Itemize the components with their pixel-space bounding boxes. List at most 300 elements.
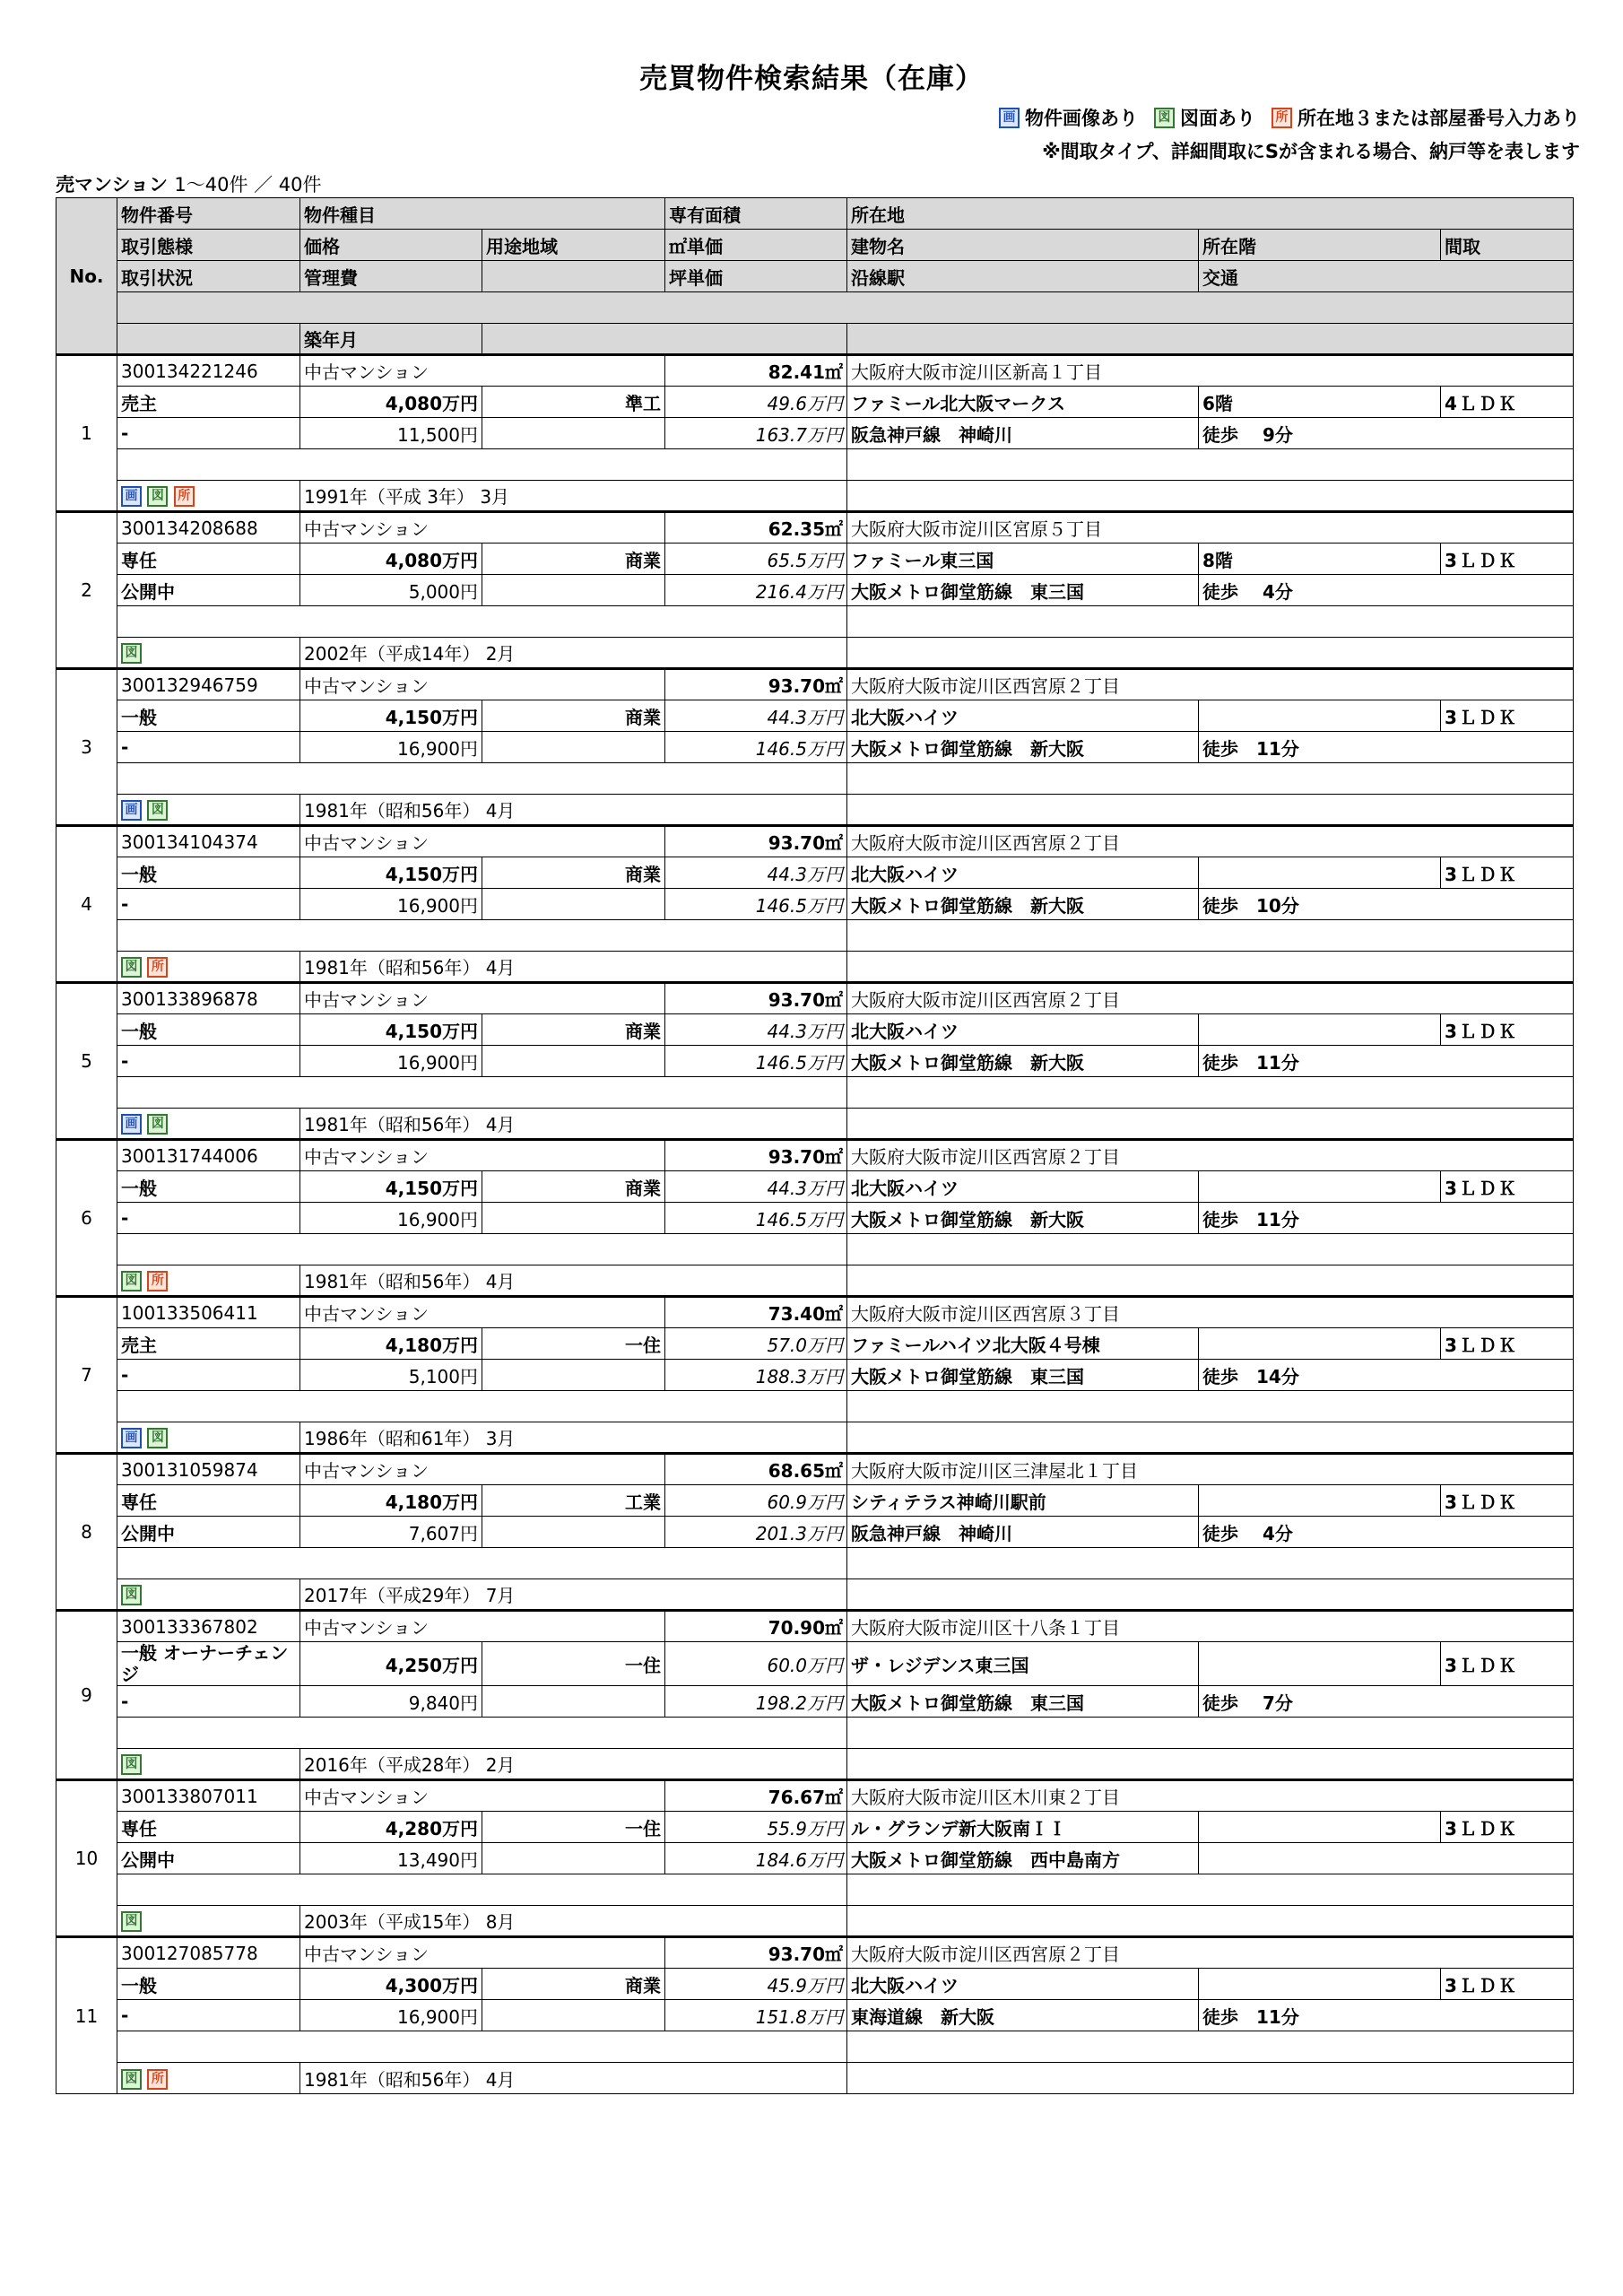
badge-cell [117,1749,300,1780]
price-per-sqm: 57.0万円 [665,1328,847,1360]
building-name: ファミール東三国 [847,544,1199,575]
badge-cell [117,2063,300,2094]
access: 徒歩 4分 [1199,575,1574,606]
blank-cell [847,763,1574,795]
room-layout: 3ＬＤＫ [1441,700,1574,732]
table-row [56,1937,1574,1969]
property-type: 中古マンション [300,355,665,387]
price: 4,080万円 [300,544,482,575]
price-per-sqm: 60.9万円 [665,1485,847,1517]
floorplan-icon[interactable]: 図 [147,1428,168,1448]
floor: 6階 [1199,387,1441,418]
table-row [56,1485,1574,1517]
transaction-mode: 専任 [117,1485,300,1517]
floor [1199,1171,1441,1203]
table-row [56,889,1574,920]
blank-cell [847,952,1574,983]
row-number: 5 [56,983,117,1140]
blank-cell [847,1718,1574,1749]
table-row [56,1360,1574,1391]
management-fee: 16,900円 [300,1046,482,1077]
listing-status: 公開中 [117,1517,300,1548]
built-date: 1981年（昭和56年） 4月 [300,952,847,983]
floor-area: 73.40㎡ [665,1297,847,1328]
address: 大阪府大阪市淀川区新高１丁目 [847,355,1574,387]
blank-cell [482,575,665,606]
floor-area: 93.70㎡ [665,983,847,1014]
station: 大阪メトロ御堂筋線 東三国 [847,575,1199,606]
access: 徒歩 11分 [1199,2000,1574,2031]
header-tsubo: 坪単価 [665,261,847,292]
table-row [56,1548,1574,1579]
floorplan-icon[interactable]: 図 [121,1271,142,1292]
station: 大阪メトロ御堂筋線 新大阪 [847,889,1199,920]
price-per-tsubo: 184.6万円 [665,1843,847,1874]
property-id[interactable]: 300133367802 [117,1611,300,1642]
table-row [56,1780,1574,1812]
zoning: 商業 [482,1969,665,2000]
table-row [56,2000,1574,2031]
table-row [56,1046,1574,1077]
building-name: 北大阪ハイツ [847,1171,1199,1203]
blank-cell [847,1749,1574,1780]
blank-cell [847,2031,1574,2063]
price: 4,080万円 [300,387,482,418]
transaction-mode: 一般 [117,1969,300,2000]
built-date: 1991年（平成 3年） 3月 [300,481,847,512]
transaction-mode: 一般 [117,700,300,732]
blank-cell [847,1422,1574,1454]
property-id[interactable]: 300133807011 [117,1780,300,1812]
zoning: 一住 [482,1642,665,1686]
property-type: 中古マンション [300,983,665,1014]
listing-status: - [117,1360,300,1391]
header-type: 物件種目 [300,198,665,230]
property-id[interactable]: 300131744006 [117,1140,300,1171]
property-id[interactable]: 300127085778 [117,1937,300,1969]
blank-cell [847,795,1574,826]
floorplan-icon[interactable]: 図 [121,2069,142,2090]
room-layout: 3ＬＤＫ [1441,1171,1574,1203]
access: 徒歩 11分 [1199,1046,1574,1077]
built-date: 2016年（平成28年） 2月 [300,1749,847,1780]
listing-status: - [117,1203,300,1234]
price-per-sqm: 60.0万円 [665,1642,847,1686]
blank-cell [847,638,1574,669]
blank-cell [482,1046,665,1077]
result-count [56,170,322,197]
badge-cell [117,1579,300,1611]
table-row [56,481,1574,512]
table-row [56,638,1574,669]
management-fee: 5,000円 [300,575,482,606]
header-mode: 取引態様 [117,230,300,261]
table-row [56,1906,1574,1937]
building-name: シティテラス神崎川駅前 [847,1485,1199,1517]
property-type: 中古マンション [300,1611,665,1642]
blank-cell [482,1203,665,1234]
table-row [56,857,1574,889]
table-row [56,1812,1574,1843]
property-type: 中古マンション [300,512,665,544]
transaction-mode: 一般 [117,857,300,889]
table-row [56,826,1574,857]
management-fee: 16,900円 [300,889,482,920]
header-blank [482,261,665,292]
blank-cell [847,920,1574,952]
blank-cell [482,2000,665,2031]
blank-cell [117,1874,847,1906]
header-blank [482,324,847,355]
header-building: 建物名 [847,230,1199,261]
row-number: 10 [56,1780,117,1937]
blank-cell [847,1234,1574,1265]
property-id[interactable]: 300131059874 [117,1454,300,1485]
layout-note: ※間取タイプ、詳細間取にSが含まれる場合、納戸等を表します [1042,141,1580,162]
floor-area: 93.70㎡ [665,669,847,700]
price-per-sqm: 45.9万円 [665,1969,847,2000]
transaction-mode: 専任 [117,544,300,575]
floorplan-icon[interactable]: 図 [121,957,142,978]
station: 大阪メトロ御堂筋線 新大阪 [847,732,1199,763]
image-icon[interactable]: 画 [121,1114,142,1135]
location-icon[interactable]: 所 [147,2069,168,2090]
price-per-sqm: 44.3万円 [665,700,847,732]
table-row [56,700,1574,732]
category-label: 売マンション [56,174,169,196]
price-per-sqm: 55.9万円 [665,1812,847,1843]
address: 大阪府大阪市淀川区十八条１丁目 [847,1611,1574,1642]
property-id[interactable]: 300134221246 [117,355,300,387]
price-per-sqm: 44.3万円 [665,1171,847,1203]
management-fee: 7,607円 [300,1517,482,1548]
price-per-sqm: 44.3万円 [665,1014,847,1046]
station: 大阪メトロ御堂筋線 東三国 [847,1360,1199,1391]
location-icon[interactable]: 所 [174,486,195,507]
badge-cell [117,952,300,983]
price-per-tsubo: 198.2万円 [665,1686,847,1718]
table-row [56,795,1574,826]
transaction-mode: 一般 [117,1014,300,1046]
table-body [56,355,1574,2094]
header-floor: 所在階 [1199,230,1441,261]
blank-cell [847,606,1574,638]
zoning: 商業 [482,857,665,889]
access: 徒歩 9分 [1199,418,1574,449]
table-row [56,1422,1574,1454]
header-access: 交通 [1199,261,1574,292]
floorplan-icon[interactable]: 図 [147,800,168,821]
property-id[interactable]: 300134104374 [117,826,300,857]
blank-cell [847,1109,1574,1140]
management-fee: 11,500円 [300,418,482,449]
price-per-tsubo: 163.7万円 [665,418,847,449]
price: 4,280万円 [300,1812,482,1843]
floor [1199,1328,1441,1360]
access: 徒歩 14分 [1199,1360,1574,1391]
floorplan-icon[interactable]: 図 [147,1114,168,1135]
blank-cell [847,1906,1574,1937]
price-per-tsubo: 188.3万円 [665,1360,847,1391]
table-row [56,606,1574,638]
access: 徒歩 10分 [1199,889,1574,920]
property-type: 中古マンション [300,1297,665,1328]
floor-area: 82.41㎡ [665,355,847,387]
blank-cell [482,1686,665,1718]
badge-cell [117,795,300,826]
floor [1199,700,1441,732]
building-name: ザ・レジデンス東三国 [847,1642,1199,1686]
floor-area: 93.70㎡ [665,1937,847,1969]
header-sqm: ㎡単価 [665,230,847,261]
blank-cell [847,2063,1574,2094]
table-row [56,575,1574,606]
price-per-tsubo: 216.4万円 [665,575,847,606]
header-layout: 間取 [1441,230,1574,261]
transaction-mode: 一般 [117,1171,300,1203]
room-layout: 3ＬＤＫ [1441,1969,1574,2000]
image-icon[interactable]: 画 [121,1428,142,1448]
table-row [56,1843,1574,1874]
price: 4,150万円 [300,700,482,732]
table-row [56,1749,1574,1780]
management-fee: 16,900円 [300,2000,482,2031]
built-date: 1981年（昭和56年） 4月 [300,1109,847,1140]
blank-cell [847,1548,1574,1579]
room-layout: 3ＬＤＫ [1441,1485,1574,1517]
transaction-mode: 売主 [117,387,300,418]
price: 4,180万円 [300,1328,482,1360]
table-header [56,198,1574,355]
count-value: 1〜40件 ／ 40件 [174,174,322,196]
legend [999,104,1580,131]
price-per-tsubo: 146.5万円 [665,1046,847,1077]
station: 大阪メトロ御堂筋線 西中島南方 [847,1843,1199,1874]
location-icon[interactable]: 所 [147,1271,168,1292]
badge-cell [117,1906,300,1937]
blank-cell [117,1718,847,1749]
listing-status: 公開中 [117,1843,300,1874]
table-row [56,544,1574,575]
floorplan-icon: 図 [1154,108,1175,128]
address: 大阪府大阪市淀川区西宮原２丁目 [847,826,1574,857]
floor [1199,1812,1441,1843]
price-per-tsubo: 146.5万円 [665,889,847,920]
station: 阪急神戸線 神崎川 [847,418,1199,449]
address: 大阪府大阪市淀川区西宮原２丁目 [847,669,1574,700]
price: 4,150万円 [300,1014,482,1046]
floor-area: 62.35㎡ [665,512,847,544]
table-row [56,1517,1574,1548]
blank-cell [482,889,665,920]
blank-cell [117,920,847,952]
row-number: 4 [56,826,117,983]
table-row [56,1014,1574,1046]
blank-cell [482,1843,665,1874]
price-per-tsubo: 201.3万円 [665,1517,847,1548]
building-name: ファミールハイツ北大阪４号棟 [847,1328,1199,1360]
table-row [56,1297,1574,1328]
table-row [56,1611,1574,1642]
floorplan-icon[interactable]: 図 [121,1911,142,1932]
badge-cell [117,1422,300,1454]
address: 大阪府大阪市淀川区三津屋北１丁目 [847,1454,1574,1485]
header-badge-col [117,324,300,355]
station: 阪急神戸線 神崎川 [847,1517,1199,1548]
blank-cell [117,1234,847,1265]
header-area: 専有面積 [665,198,847,230]
table-row [56,2031,1574,2063]
listing-status: - [117,2000,300,2031]
table-row [56,732,1574,763]
location-icon[interactable]: 所 [147,957,168,978]
row-number: 11 [56,1937,117,2094]
row-number: 8 [56,1454,117,1611]
access [1199,1843,1574,1874]
room-layout: 3ＬＤＫ [1441,1642,1574,1686]
table-row [56,669,1574,700]
blank-cell [847,1391,1574,1422]
image-icon: 画 [999,108,1020,128]
property-type: 中古マンション [300,669,665,700]
blank-cell [117,1548,847,1579]
listing-status: - [117,418,300,449]
floor [1199,1014,1441,1046]
management-fee: 5,100円 [300,1360,482,1391]
table-row [56,1718,1574,1749]
table-row [56,1328,1574,1360]
table-row [56,1109,1574,1140]
built-date: 1981年（昭和56年） 4月 [300,2063,847,2094]
floorplan-icon[interactable]: 図 [121,1585,142,1605]
table-row [56,1203,1574,1234]
table-row [56,763,1574,795]
table-row [56,1642,1574,1686]
image-icon[interactable]: 画 [121,800,142,821]
floor-area: 68.65㎡ [665,1454,847,1485]
zoning: 工業 [482,1485,665,1517]
room-layout: 4ＬＤＫ [1441,387,1574,418]
listing-status: - [117,1046,300,1077]
listing-status: 公開中 [117,575,300,606]
price-per-tsubo: 146.5万円 [665,732,847,763]
built-date: 1981年（昭和56年） 4月 [300,795,847,826]
address: 大阪府大阪市淀川区宮原５丁目 [847,512,1574,544]
row-number: 7 [56,1297,117,1454]
header-address: 所在地 [847,198,1574,230]
room-layout: 3ＬＤＫ [1441,544,1574,575]
table-row [56,512,1574,544]
badge-cell [117,638,300,669]
zoning: 一住 [482,1812,665,1843]
header-price: 価格 [300,230,482,261]
blank-cell [482,1517,665,1548]
header-no: No. [56,198,117,355]
header-built: 築年月 [300,324,482,355]
building-name: ファミール北大阪マークス [847,387,1199,418]
floor-area: 76.67㎡ [665,1780,847,1812]
floorplan-icon[interactable]: 図 [121,643,142,664]
blank-cell [847,1265,1574,1297]
table-row [56,1969,1574,2000]
blank-cell [847,481,1574,512]
table-row [56,1077,1574,1109]
zoning: 一住 [482,1328,665,1360]
floor [1199,857,1441,889]
built-date: 2017年（平成29年） 7月 [300,1579,847,1611]
address: 大阪府大阪市淀川区西宮原２丁目 [847,1140,1574,1171]
floor-area: 93.70㎡ [665,1140,847,1171]
property-id[interactable]: 100133506411 [117,1297,300,1328]
price: 4,150万円 [300,857,482,889]
badge-cell [117,481,300,512]
table-row [56,2063,1574,2094]
table-row [56,449,1574,481]
table-row [56,1140,1574,1171]
room-layout: 3ＬＤＫ [1441,1328,1574,1360]
management-fee: 16,900円 [300,1203,482,1234]
header-status: 取引状況 [117,261,300,292]
page-title: 売買物件検索結果（在庫） [639,63,984,95]
table-row [56,983,1574,1014]
table-row [56,355,1574,387]
room-layout: 3ＬＤＫ [1441,1014,1574,1046]
room-layout: 3ＬＤＫ [1441,1812,1574,1843]
property-type: 中古マンション [300,1454,665,1485]
price: 4,180万円 [300,1485,482,1517]
floorplan-icon[interactable]: 図 [121,1754,142,1775]
blank-cell [847,449,1574,481]
floorplan-icon[interactable]: 図 [147,486,168,507]
property-id[interactable]: 300134208688 [117,512,300,544]
header-blank-row [117,292,1574,324]
access: 徒歩 11分 [1199,732,1574,763]
station: 大阪メトロ御堂筋線 新大阪 [847,1203,1199,1234]
header-station: 沿線駅 [847,261,1199,292]
table-row [56,1686,1574,1718]
property-id[interactable]: 300133896878 [117,983,300,1014]
floor-area: 93.70㎡ [665,826,847,857]
station: 大阪メトロ御堂筋線 新大阪 [847,1046,1199,1077]
blank-cell [482,732,665,763]
building-name: 北大阪ハイツ [847,857,1199,889]
built-date: 1986年（昭和61年） 3月 [300,1422,847,1454]
blank-cell [847,1874,1574,1906]
price: 4,250万円 [300,1642,482,1686]
table-row [56,952,1574,983]
table-row [56,418,1574,449]
access: 徒歩 4分 [1199,1517,1574,1548]
property-type: 中古マンション [300,1937,665,1969]
blank-cell [117,1391,847,1422]
built-date: 1981年（昭和56年） 4月 [300,1265,847,1297]
built-date: 2002年（平成14年） 2月 [300,638,847,669]
property-id[interactable]: 300132946759 [117,669,300,700]
property-type: 中古マンション [300,1140,665,1171]
image-icon[interactable]: 画 [121,486,142,507]
zoning: 商業 [482,700,665,732]
header-fee: 管理費 [300,261,482,292]
station: 大阪メトロ御堂筋線 東三国 [847,1686,1199,1718]
price-per-sqm: 65.5万円 [665,544,847,575]
blank-cell [117,1077,847,1109]
price: 4,150万円 [300,1171,482,1203]
floor: 8階 [1199,544,1441,575]
listing-status: - [117,1686,300,1718]
table-row [56,920,1574,952]
price-per-sqm: 49.6万円 [665,387,847,418]
address: 大阪府大阪市淀川区木川東２丁目 [847,1780,1574,1812]
